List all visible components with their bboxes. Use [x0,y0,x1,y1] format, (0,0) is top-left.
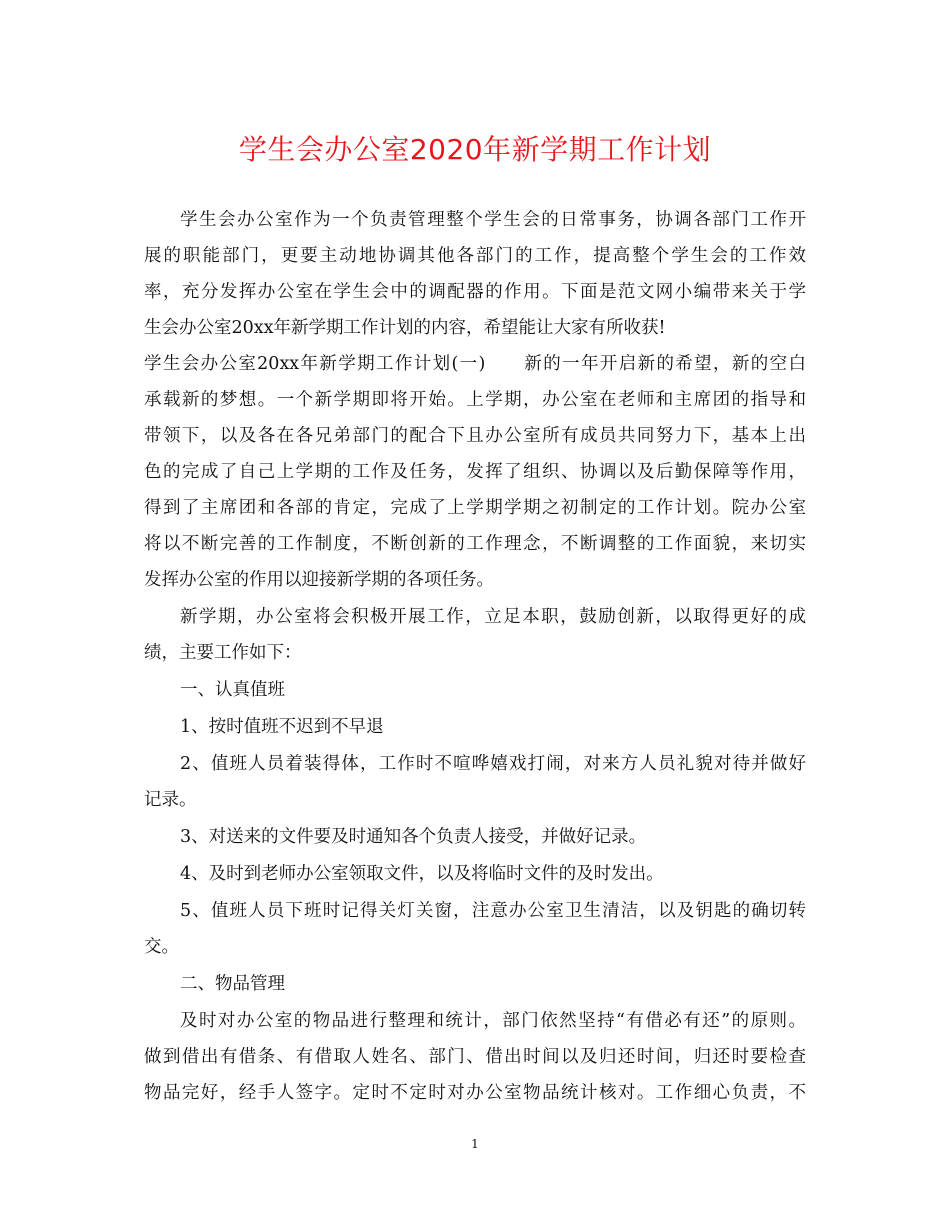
body-line: 学生会办公室20xx年新学期工作计划(一) 新的一年开启新的希望，新的空白 [144,354,806,374]
list-item: 4、及时到老师办公室领取文件，以及将临时文件的及时发出。 [180,864,664,884]
body-line: 发挥办公室的作用以迎接新学期的各项任务。 [144,570,494,590]
section-heading: 一、认真值班 [180,680,285,700]
list-item: 1、按时值班不迟到不早退 [180,717,384,737]
list-item-continuation: 交。 [144,937,179,957]
body-line: 及时对办公室的物品进行整理和统计，部门依然坚持“有借必有还”的原则。 [180,1011,806,1031]
body-line: 色的完成了自己上学期的工作及任务，发挥了组织、协调以及后勤保障等作用， [144,462,806,482]
list-item: 2、值班人员着装得体，工作时不喧哗嬉戏打闹，对来方人员礼貌对待并做好 [180,754,806,774]
list-item-continuation: 记录。 [144,790,197,810]
body-line: 新学期，办公室将会积极开展工作，立足本职，鼓励创新，以取得更好的成 [180,607,806,627]
list-item: 5、值班人员下班时记得关灯关窗，注意办公室卫生清洁，以及钥匙的确切转 [180,901,806,921]
page-number: 1 [471,1137,479,1151]
body-line: 得到了主席团和各部的肯定，完成了上学期学期之初制定的工作计划。院办公室 [144,498,806,518]
body-line: 带领下，以及各在各兄弟部门的配合下且办公室所有成员共同努力下，基本上出 [144,426,806,446]
body-line: 承载新的梦想。一个新学期即将开始。上学期，办公室在老师和主席团的指导和 [144,390,806,410]
body-line: 率，充分发挥办公室在学生会中的调配器的作用。下面是范文网小编带来关于学 [144,282,806,302]
body-line: 将以不断完善的工作制度，不断创新的工作理念，不断调整的工作面貌，来切实 [144,534,806,554]
body-line: 学生会办公室作为一个负责管理整个学生会的日常事务，协调各部门工作开 [180,210,806,230]
body-line: 生会办公室20xx年新学期工作计划的内容，希望能让大家有所收获! [144,318,666,338]
body-line: 做到借出有借条、有借取人姓名、部门、借出时间以及归还时间，归还时要检查 [144,1047,806,1067]
body-line: 物品完好，经手人签字。定时不定时对办公室物品统计核对。工作细心负责，不 [144,1083,806,1103]
body-line: 绩，主要工作如下： [144,643,302,663]
document-title: 学生会办公室2020年新学期工作计划 [238,133,712,166]
list-item: 3、对送来的文件要及时通知各个负责人接受，并做好记录。 [180,827,647,847]
section-heading: 二、物品管理 [180,974,285,994]
body-line: 展的职能部门，更要主动地协调其他各部门的工作，提高整个学生会的工作效 [144,246,806,266]
